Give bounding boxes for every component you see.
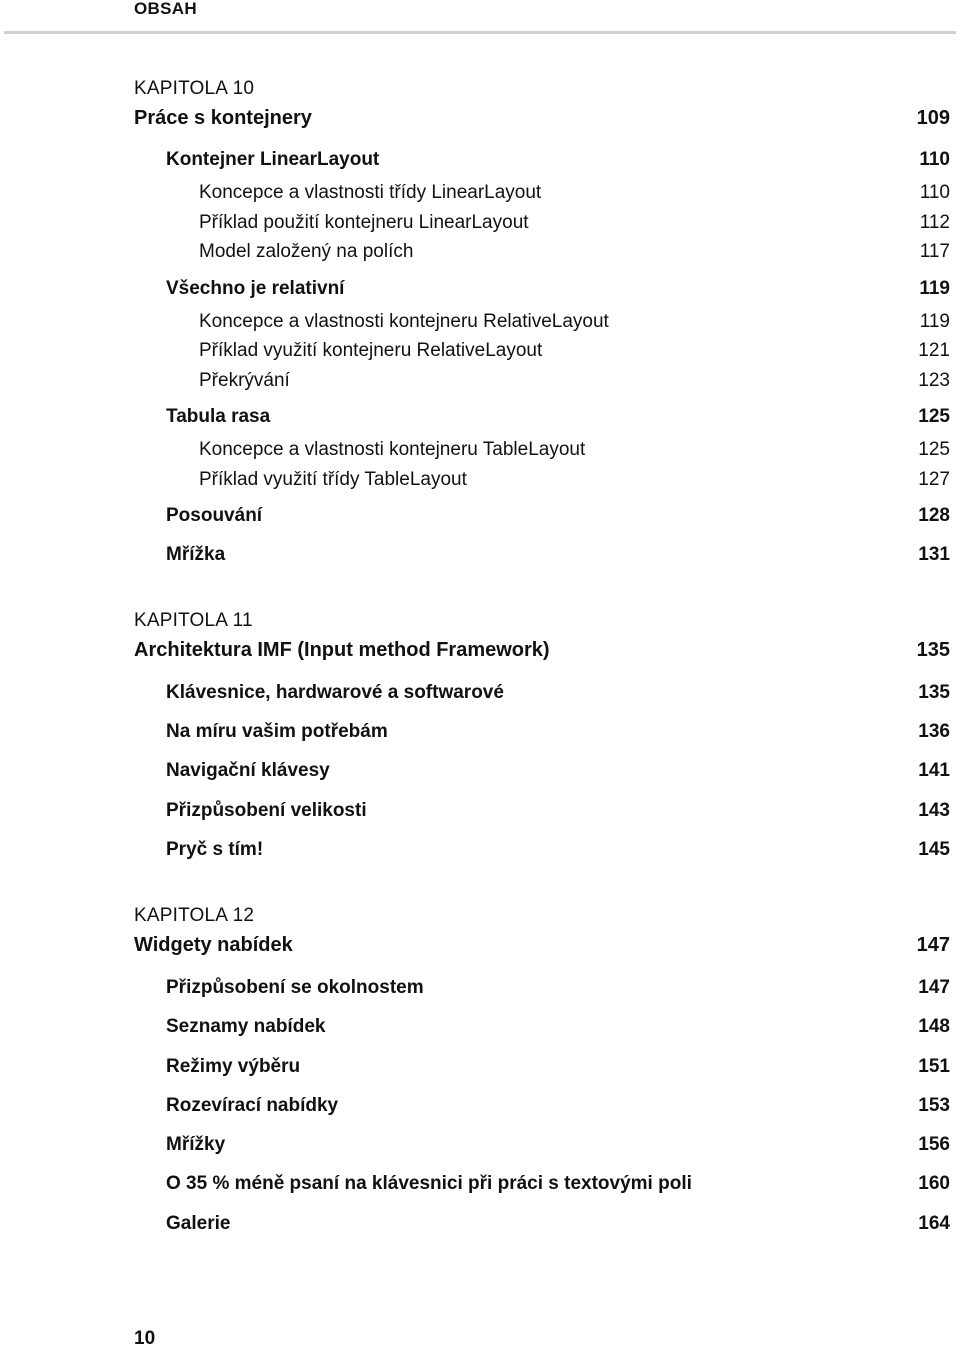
toc-entry-page: 147 bbox=[918, 977, 950, 998]
toc-entry-page: 148 bbox=[918, 1016, 950, 1037]
toc-entry-title: Pryč s tím! bbox=[166, 839, 264, 860]
toc-entry bbox=[0, 405, 950, 429]
toc-entry bbox=[0, 181, 950, 205]
toc-entry-page: 164 bbox=[918, 1213, 950, 1234]
toc-entry-title: Rozevírací nabídky bbox=[166, 1095, 339, 1116]
toc-entry bbox=[0, 1055, 950, 1079]
toc-entry-title: Navigační klávesy bbox=[166, 760, 330, 781]
toc-entry bbox=[0, 240, 950, 264]
toc-entry-title: Tabula rasa bbox=[166, 406, 271, 427]
toc-entry-page: 160 bbox=[918, 1173, 950, 1194]
toc-entry-page: 112 bbox=[919, 212, 950, 233]
toc-entry-page: 141 bbox=[918, 760, 950, 781]
toc-entry-title: O 35 % méně psaní na klávesnici při práci s textovými poli bbox=[166, 1173, 692, 1194]
toc-entry bbox=[0, 468, 950, 492]
toc-entry-title: Režimy výběru bbox=[166, 1056, 301, 1077]
toc-entry-title: Klávesnice, hardwarové a softwarové bbox=[166, 682, 504, 703]
toc-entry bbox=[0, 1133, 950, 1157]
toc-entry-title: Příklad použití kontejneru LinearLayout bbox=[199, 212, 529, 233]
toc-entry-title: Příklad využití třídy TableLayout bbox=[199, 469, 467, 490]
toc-entry-title: Seznamy nabídek bbox=[166, 1016, 326, 1037]
toc-entry-title: Všechno je relativní bbox=[166, 278, 345, 299]
toc-entry-title: Příklad využití kontejneru RelativeLayout bbox=[199, 340, 543, 361]
toc-entry bbox=[0, 1172, 950, 1196]
toc-entry bbox=[0, 838, 950, 862]
toc-entry bbox=[0, 369, 950, 393]
toc-entry-title: Mřížky bbox=[166, 1134, 226, 1155]
toc-entry bbox=[0, 976, 950, 1000]
chapter-page: 147 bbox=[916, 934, 950, 956]
toc-entry bbox=[0, 1015, 950, 1039]
toc-entry-page: 125 bbox=[918, 439, 950, 460]
chapter-page: 135 bbox=[916, 639, 950, 661]
toc-entry bbox=[0, 277, 950, 301]
toc-entry bbox=[0, 310, 950, 334]
toc-entry-page: 136 bbox=[918, 721, 950, 742]
toc-entry bbox=[0, 504, 950, 528]
toc-entry-title: Koncepce a vlastnosti kontejneru TableLayout bbox=[199, 439, 586, 460]
toc-entry bbox=[0, 1212, 950, 1236]
chapter-label: KAPITOLA 12 bbox=[134, 905, 255, 926]
toc-entry-title: Galerie bbox=[166, 1213, 231, 1234]
chapter-title: Práce s kontejnery bbox=[134, 107, 312, 129]
toc-entry bbox=[0, 211, 950, 235]
toc-entry-page: 131 bbox=[918, 544, 950, 565]
toc-entry-page: 119 bbox=[919, 311, 950, 332]
toc-entry-page: 128 bbox=[918, 505, 950, 526]
toc-entry bbox=[0, 681, 950, 705]
chapter-page: 109 bbox=[916, 107, 950, 129]
toc-entry-page: 110 bbox=[919, 149, 950, 170]
toc-entry-page: 145 bbox=[918, 839, 950, 860]
toc-entry-page: 156 bbox=[918, 1134, 950, 1155]
toc-entry-page: 121 bbox=[918, 340, 950, 361]
toc-entry bbox=[0, 148, 950, 172]
toc-entry-page: 125 bbox=[918, 406, 950, 427]
toc-entry-title: Posouvání bbox=[166, 505, 263, 526]
toc-entry bbox=[0, 799, 950, 823]
toc-entry-page: 117 bbox=[919, 241, 950, 262]
toc-entry-title: Přizpůsobení velikosti bbox=[166, 800, 367, 821]
header-label: OBSAH bbox=[134, 0, 197, 18]
toc-entry bbox=[0, 438, 950, 462]
toc-entry-page: 143 bbox=[918, 800, 950, 821]
header-rule bbox=[4, 31, 956, 34]
chapter-label: KAPITOLA 11 bbox=[134, 610, 253, 631]
toc-entry bbox=[0, 339, 950, 363]
chapter-title-entry bbox=[0, 638, 950, 662]
toc-entry-title: Model založený na polích bbox=[199, 241, 414, 262]
toc-entry-page: 135 bbox=[918, 682, 950, 703]
chapter-title: Architektura IMF (Input method Framework) bbox=[134, 639, 550, 661]
chapter-title-entry bbox=[0, 933, 950, 957]
toc-entry bbox=[0, 759, 950, 783]
toc-entry-title: Přizpůsobení se okolnostem bbox=[166, 977, 424, 998]
toc-entry-page: 127 bbox=[918, 469, 950, 490]
toc-entry-title: Kontejner LinearLayout bbox=[166, 149, 380, 170]
footer-page-number: 10 bbox=[134, 1328, 156, 1349]
chapter-title: Widgety nabídek bbox=[134, 934, 293, 956]
toc-entry-title: Koncepce a vlastnosti kontejneru RelativeLayout bbox=[199, 311, 609, 332]
toc-entry-title: Mřížka bbox=[166, 544, 226, 565]
toc-entry bbox=[0, 543, 950, 567]
toc-entry-title: Překrývání bbox=[199, 370, 290, 391]
toc-entry bbox=[0, 1094, 950, 1118]
chapter-label: KAPITOLA 10 bbox=[134, 78, 255, 99]
toc-entry-title: Koncepce a vlastnosti třídy LinearLayout bbox=[199, 182, 542, 203]
toc-entry-page: 110 bbox=[919, 182, 950, 203]
chapter-title-entry bbox=[0, 106, 950, 130]
toc-entry-page: 153 bbox=[918, 1095, 950, 1116]
toc-entry-page: 123 bbox=[918, 370, 950, 391]
toc-entry-page: 119 bbox=[919, 278, 950, 299]
toc-entry bbox=[0, 720, 950, 744]
toc-entry-title: Na míru vašim potřebám bbox=[166, 721, 388, 742]
toc-entry-page: 151 bbox=[918, 1056, 950, 1077]
